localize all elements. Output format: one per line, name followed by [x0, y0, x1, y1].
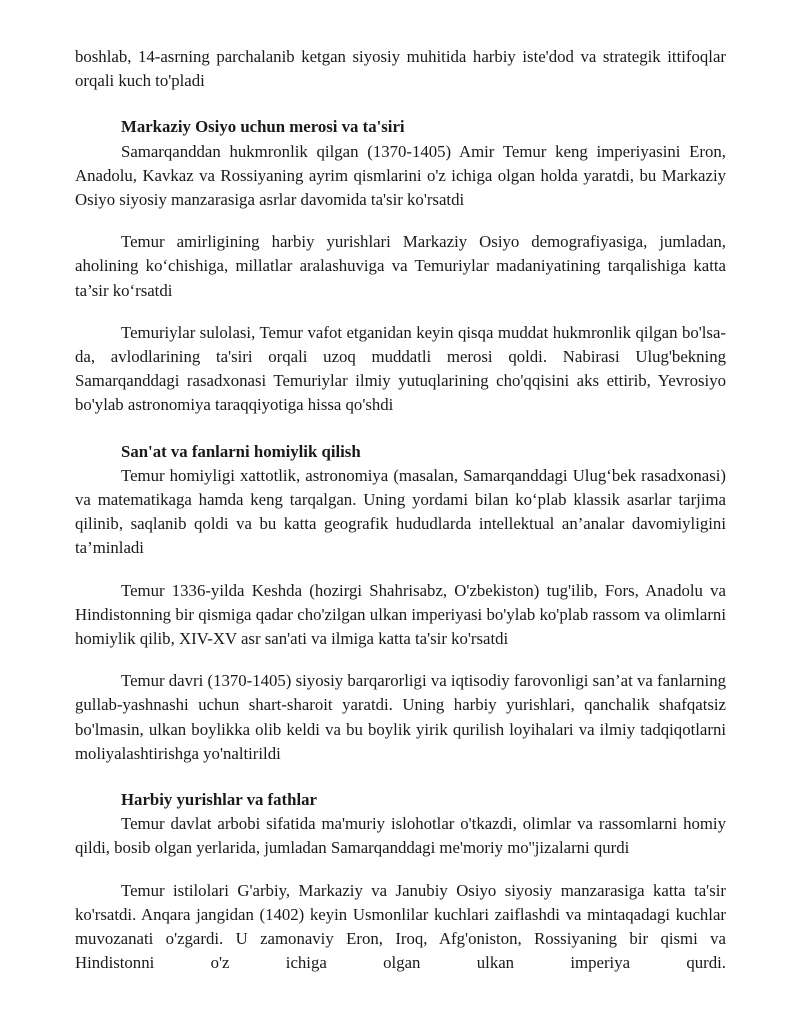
paragraph: Temur davlat arbobi sifatida ma'muriy islohotlar o'tkazdi, olimlar va rassomlarni homiy qildi, bosib olgan yerlarida, jumladan Samarqanddagi me'moriy mo''jizalarni qurdi [75, 814, 726, 858]
paragraph: Temur amirligining harbiy yurishlari Markaziy Osiyo demografiyasiga, jumladan, aholining ko‘chishiga, millatlar aralashuviga va Temuriylar madaniyatining tarqalishiga katta ta’sir ko‘rsatdi [75, 232, 726, 300]
section-heading-legacy: Markaziy Osiyo uchun merosi va ta'siri [121, 117, 405, 137]
paragraph: Temur istilolari G'arbiy, Markaziy va Janubiy Osiyo siyosiy manzarasiga katta ta'sir ko'rsatdi. Anqara jangidan (1402) keyin Usmonlilar kuchlari zaiflashdi va mintaqadagi kuchlar muvozanati o'zgardi. U zamonaviy Eron, Iroq, Afg'oniston, Rossiyaning bir qismi va Hindistonni o'z ichiga olgan ulkan imperiya qurdi. [75, 880, 726, 973]
paragraph: Samarqanddan hukmronlik qilgan (1370-1405) Amir Temur keng imperiyasini Eron, Anadolu, Kavkaz va Rossiyaning ayrim qismlarini o'z ichiga olgan holda yaratdi, bu Markaziy Osiyo siyosiy manzarasiga asrlar davomida ta'sir ko'rsatdi [75, 141, 726, 210]
section-heading-patronage: San'at va fanlarni homiylik qilish [121, 441, 361, 461]
paragraph: Temur 1336-yilda Keshda (hozirgi Shahrisabz, O'zbekiston) tug'ilib, Fors, Anadolu va Hindistonning bir qismiga qadar cho'zilgan ulkan imperiyasi bo'ylab ko'plab rassom va olimlarni homiylik qilib, XIV-XV asr san'ati va ilmiga katta ta'sir ko'rsatdi [75, 580, 726, 649]
section-heading-campaigns: Harbiy yurishlar va fathlar [121, 790, 317, 810]
intro-paragraph: boshlab, 14-asrning parchalanib ketgan siyosiy muhitida harbiy iste'dod va strategik ittifoqlar orqali kuch to'pladi [75, 47, 726, 91]
paragraph: Temuriylar sulolasi, Temur vafot etganidan keyin qisqa muddat hukmronlik qilgan bo'lsa-da, avlodlarining ta'siri orqali uzoq muddatli merosi qoldi. Nabirasi Ulug'bekning Samarqanddagi rasadxonasi Temuriylar ilmiy yutuqlarining cho'qqisini aks ettirib, Yevrosiyo bo'ylab astronomiya taraqqiyotiga hissa qo'shdi [75, 322, 726, 415]
paragraph: Temur homiyligi xattotlik, astronomiya (masalan, Samarqanddagi Ulug‘bek rasadxonasi) va matematikaga hamda keng tarqalgan. Uning yordami bilan ko‘plab klassik asarlar tarjima qilinib, saqlanib qoldi va bu katta geografik hududlarda intellektual an’analar davomiyligini ta’minladi [75, 465, 726, 558]
paragraph: Temur davri (1370-1405) siyosiy barqarorligi va iqtisodiy farovonligi san’at va fanlarning gullab-yashnashi uchun shart-sharoit yaratdi. Uning harbiy yurishlari, qanchalik shafqatsiz bo'lmasin, ulkan boylikka olib keldi va bu boylik yirik qurilish loyihalari va ilmiy tadqiqotlarni moliyalashtirishga yo'naltirildi [75, 671, 726, 763]
